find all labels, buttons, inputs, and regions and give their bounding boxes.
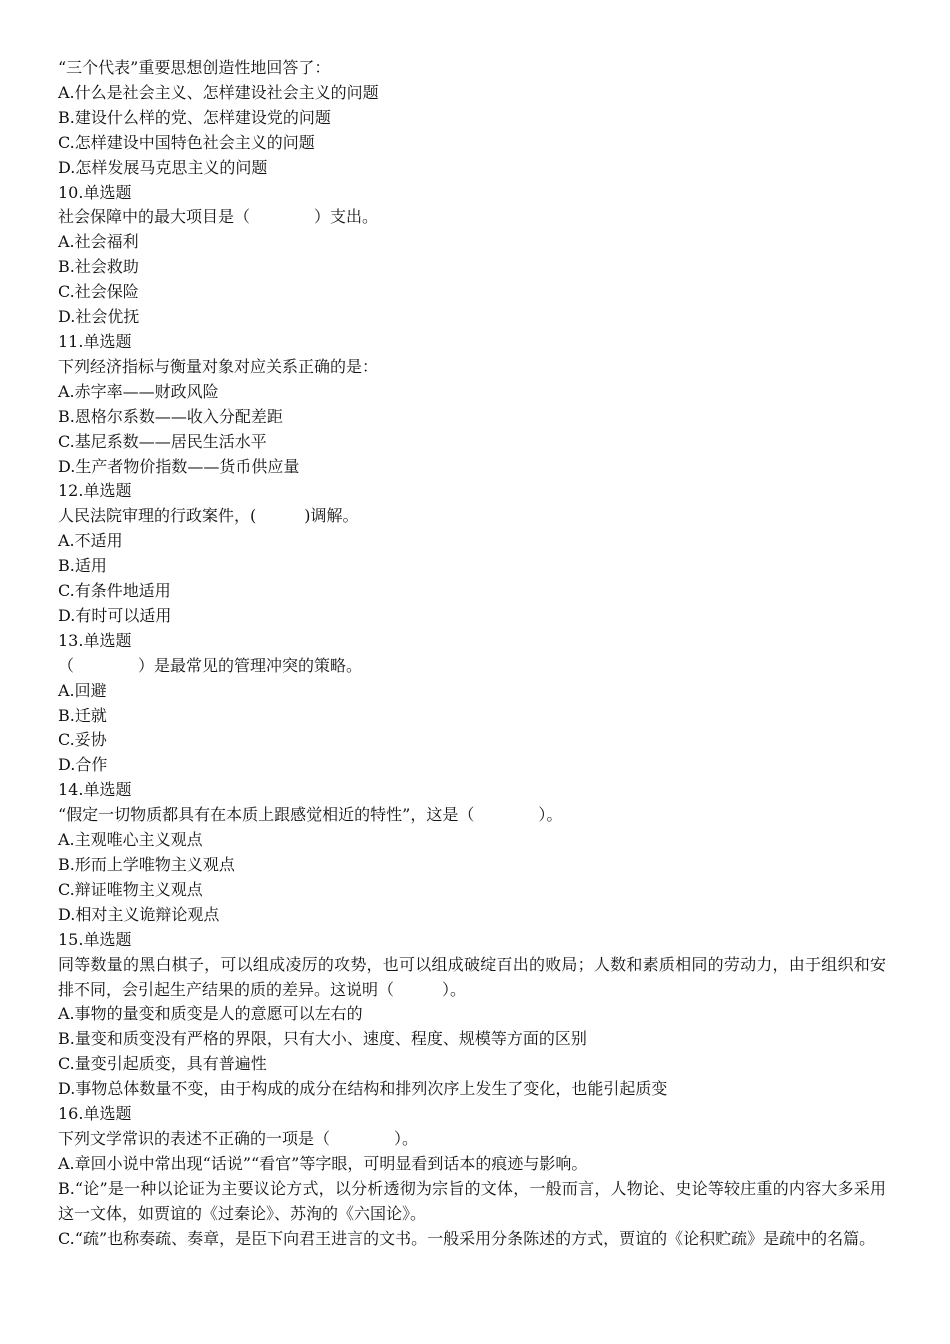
option-a: A.章回小说中常出现“话说”“看官”等字眼，可明显看到话本的痕迹与影响。: [58, 1153, 588, 1173]
question-stem: 下列文学常识的表述不正确的一项是（ ）。: [58, 1128, 419, 1148]
question-stem: 社会保障中的最大项目是（ ）支出。: [58, 207, 379, 227]
option-b: B.适用: [58, 556, 107, 576]
question-number: 11.单选题: [58, 331, 132, 351]
option-a: A.不适用: [58, 531, 123, 551]
option-a: A.主观唯心主义观点: [58, 830, 203, 850]
option-d: D.社会优抚: [58, 307, 140, 327]
option-c: C.基尼系数——居民生活水平: [58, 431, 267, 451]
question-stem: “假定一切物质都具有在本质上跟感觉相近的特性”，这是（ ）。: [58, 805, 563, 825]
question-number: 10.单选题: [58, 182, 132, 202]
question-number: 15.单选题: [58, 929, 132, 949]
question-number: 12.单选题: [58, 481, 132, 501]
option-d: D.相对主义诡辩论观点: [58, 904, 220, 924]
question-stem: 人民法院审理的行政案件，( )调解。: [58, 506, 359, 526]
option-d: D.事物总体数量不变，由于构成的成分在结构和排列次序上发生了变化，也能引起质变: [58, 1079, 668, 1099]
option-c: C.辩证唯物主义观点: [58, 879, 203, 899]
option-b: B.形而上学唯物主义观点: [58, 855, 235, 874]
question-stem: （ ）是最常见的管理冲突的策略。: [58, 655, 363, 675]
question-stem: 下列经济指标与衡量对象对应关系正确的是：: [58, 356, 379, 376]
option-d: D.有时可以适用: [58, 605, 172, 625]
option-a: A.回避: [58, 680, 107, 700]
option-a: A.赤字率——财政风险: [58, 381, 219, 401]
option-b: B.量变和质变没有严格的界限，只有大小、速度、程度、规模等方面的区别: [58, 1029, 587, 1049]
option-c: C.社会保险: [58, 282, 139, 302]
option-b: B.社会救助: [58, 257, 139, 277]
option-c: C.妥协: [58, 730, 107, 750]
option-a: A.事物的量变和质变是人的意愿可以左右的: [58, 1004, 363, 1024]
question-stem: “三个代表”重要思想创造性地回答了：: [58, 58, 331, 77]
option-c: C.量变引起质变，具有普遍性: [58, 1054, 267, 1074]
question-number: 16.单选题: [58, 1104, 132, 1124]
option-b: B.“论”是一种以论证为主要议论方式，以分析透彻为宗旨的文体，一般而言，人物论、史论等较庄重的内容大多采用这一文体，如贾谊的《过秦论》、苏洵的《六国论》。: [58, 1178, 886, 1223]
option-c: C.有条件地适用: [58, 581, 171, 601]
option-d: D.怎样发展马克思主义的问题: [58, 157, 268, 177]
option-a: A.社会福利: [58, 232, 139, 252]
option-d: D.合作: [58, 755, 108, 775]
question-number: 14.单选题: [58, 780, 132, 800]
option-b: B.建设什么样的党、怎样建设党的问题: [58, 107, 331, 127]
document-page: [58, 56, 886, 1252]
option-b: B.恩格尔系数——收入分配差距: [58, 406, 283, 426]
option-b: B.迁就: [58, 705, 107, 725]
option-a: A.什么是社会主义、怎样建设社会主义的问题: [58, 82, 379, 102]
option-d: D.生产者物价指数——货币供应量: [58, 456, 300, 476]
question-stem: 同等数量的黑白棋子，可以组成凌厉的攻势，也可以组成破绽百出的败局；人数和素质相同的劳动力，由于组织和安排不同，会引起生产结果的质的差异。这说明（ ）。: [58, 954, 886, 999]
option-c: C.“疏”也称奏疏、奏章，是臣下向君王进言的文书。一般采用分条陈述的方式，贾谊的《论积贮疏》是疏中的名篇。: [58, 1228, 876, 1248]
question-number: 13.单选题: [58, 630, 132, 650]
option-c: C.怎样建设中国特色社会主义的问题: [58, 132, 315, 152]
